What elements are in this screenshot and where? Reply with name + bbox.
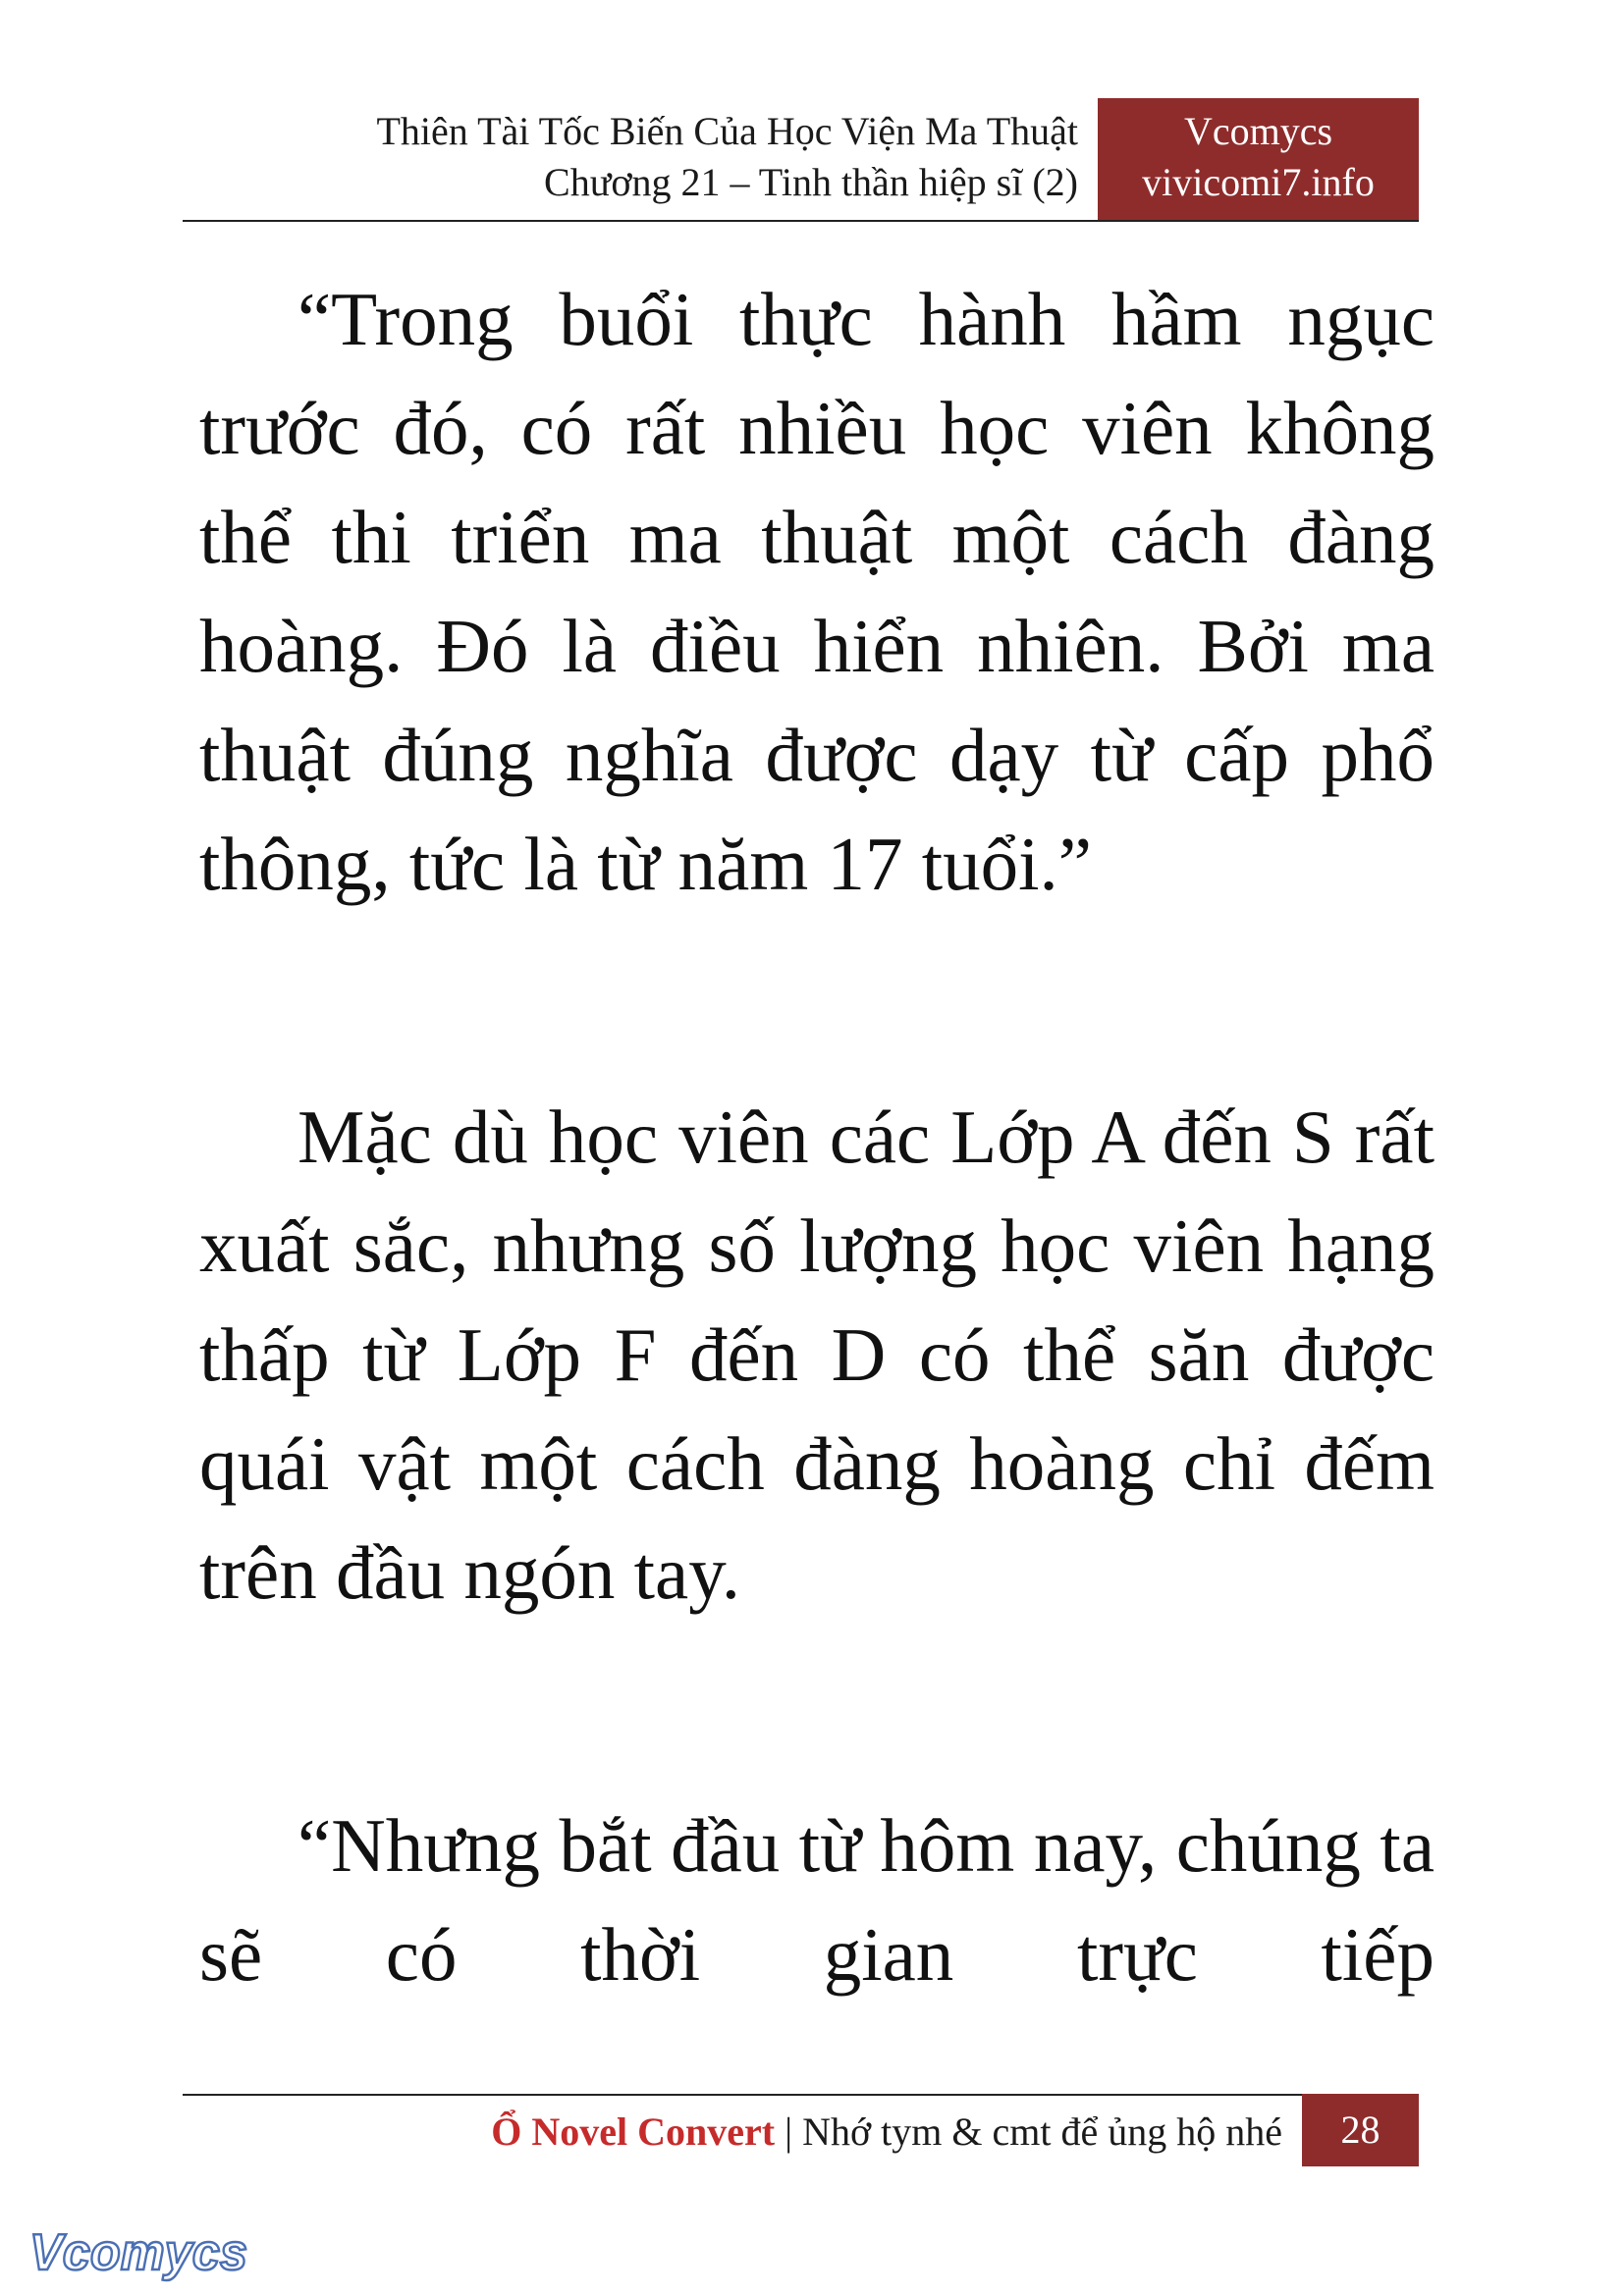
watermark-text: Vcomycs	[29, 2224, 247, 2281]
footer-divider	[183, 2094, 1302, 2096]
book-title: Thiên Tài Tốc Biến Của Học Viện Ma Thuật	[376, 109, 1078, 153]
paragraph: “Nhưng bắt đầu từ hôm nay, chúng ta sẽ có thời gian trực tiếp	[199, 1803, 1435, 1997]
footer-line	[183, 2103, 1282, 2162]
footer-separator: |	[775, 2109, 803, 2154]
running-header	[177, 106, 1078, 208]
paragraph: “Trong buổi thực hành hầm ngục trước đó, có rất nhiều học viên không thể thi triển ma thuật một cách đàng hoàng. Đó là điều hiển nhiên. Bởi ma thuật đúng nghĩa được dạy từ cấp phổ thông, tức là từ năm 17 tuổi.”	[199, 277, 1435, 906]
chapter-title: Chương 21 – Tinh thần hiệp sĩ (2)	[544, 160, 1078, 204]
publisher-badge	[1098, 98, 1419, 220]
footer-message: Nhớ tym & cmt để ủng hộ nhé	[802, 2109, 1282, 2154]
chapter-body	[199, 265, 1435, 2009]
header-divider	[183, 220, 1419, 222]
page-number: 28	[1302, 2094, 1419, 2166]
paragraph: Mặc dù học viên các Lớp A đến S rất xuất sắc, nhưng số lượng học viên hạng thấp từ Lớp F đến D có thể săn được quái vật một cách đàng hoàng chỉ đếm trên đầu ngón tay.	[199, 1095, 1435, 1615]
publisher-name: Vcomycs	[1183, 109, 1333, 153]
watermark-logo	[27, 2218, 253, 2287]
footer-brand: Ổ Novel Convert	[491, 2109, 776, 2154]
publisher-site: vivicomi7.info	[1142, 160, 1375, 204]
